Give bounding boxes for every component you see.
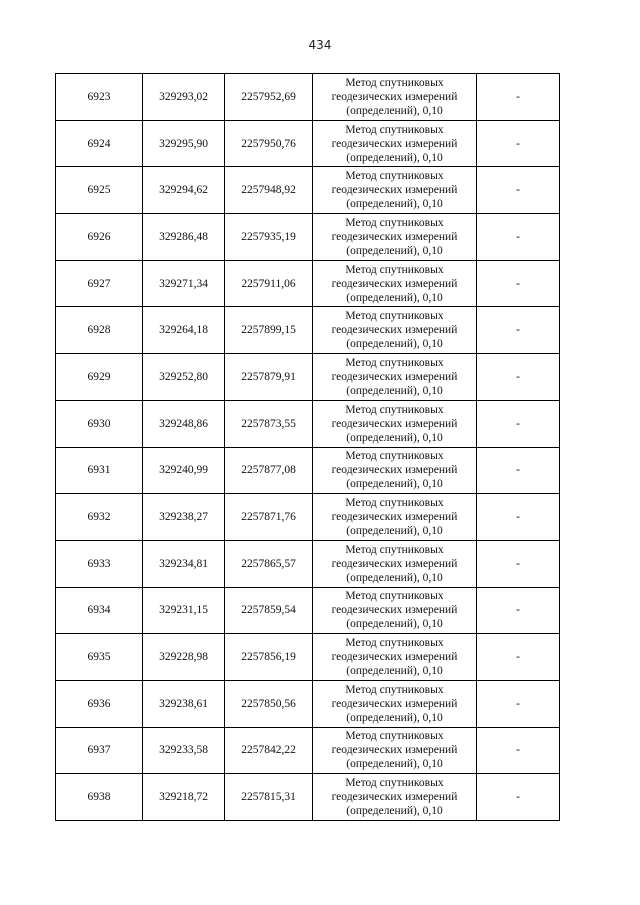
description-cell: -	[477, 494, 560, 541]
table-row	[56, 167, 560, 214]
method-line: (определений), 0,10	[346, 618, 443, 631]
method-line: геодезических измерений	[331, 697, 458, 710]
method-line: Метод спутниковых	[345, 683, 444, 696]
x-coordinate-cell: 329286,48	[143, 214, 225, 261]
description-cell: -	[477, 120, 560, 167]
point-number-cell: 6937	[56, 727, 143, 774]
table-row	[56, 74, 560, 121]
method-line: (определений), 0,10	[346, 525, 443, 538]
point-number-cell: 6925	[56, 167, 143, 214]
x-coordinate-cell: 329294,62	[143, 167, 225, 214]
y-coordinate-cell: 2257879,91	[225, 354, 313, 401]
x-coordinate-cell: 329238,27	[143, 494, 225, 541]
x-coordinate-cell: 329231,15	[143, 587, 225, 634]
method-line: геодезических измерений	[331, 90, 458, 103]
table-row	[56, 400, 560, 447]
method-cell	[313, 307, 477, 354]
method-line: Метод спутниковых	[345, 123, 444, 136]
table-row	[56, 354, 560, 401]
table-row	[56, 634, 560, 681]
y-coordinate-cell: 2257950,76	[225, 120, 313, 167]
method-line: (определений), 0,10	[346, 431, 443, 444]
description-cell: -	[477, 447, 560, 494]
method-line: Метод спутниковых	[345, 497, 444, 510]
x-coordinate-cell: 329252,80	[143, 354, 225, 401]
method-cell	[313, 494, 477, 541]
method-line: (определений), 0,10	[346, 665, 443, 678]
method-cell	[313, 680, 477, 727]
method-line: геодезических измерений	[331, 511, 458, 524]
y-coordinate-cell: 2257952,69	[225, 74, 313, 121]
method-line: геодезических измерений	[331, 651, 458, 664]
method-line: геодезических измерений	[331, 557, 458, 570]
method-line: Метод спутниковых	[345, 216, 444, 229]
x-coordinate-cell: 329295,90	[143, 120, 225, 167]
table-row	[56, 727, 560, 774]
method-cell	[313, 774, 477, 821]
description-cell: -	[477, 74, 560, 121]
method-cell	[313, 214, 477, 261]
point-number-cell: 6928	[56, 307, 143, 354]
coordinates-table-body	[56, 74, 560, 821]
method-cell	[313, 400, 477, 447]
description-cell: -	[477, 680, 560, 727]
method-line: (определений), 0,10	[346, 338, 443, 351]
method-line: Метод спутниковых	[345, 543, 444, 556]
x-coordinate-cell: 329248,86	[143, 400, 225, 447]
y-coordinate-cell: 2257850,56	[225, 680, 313, 727]
table-row	[56, 260, 560, 307]
description-cell: -	[477, 214, 560, 261]
method-cell	[313, 447, 477, 494]
method-line: (определений), 0,10	[346, 758, 443, 771]
point-number-cell: 6931	[56, 447, 143, 494]
method-line: (определений), 0,10	[346, 151, 443, 164]
method-line: (определений), 0,10	[346, 291, 443, 304]
point-number-cell: 6927	[56, 260, 143, 307]
method-cell	[313, 260, 477, 307]
point-number-cell: 6932	[56, 494, 143, 541]
point-number-cell: 6935	[56, 634, 143, 681]
method-line: (определений), 0,10	[346, 805, 443, 818]
method-line: геодезических измерений	[331, 277, 458, 290]
method-cell	[313, 634, 477, 681]
description-cell: -	[477, 727, 560, 774]
method-line: Метод спутниковых	[345, 730, 444, 743]
method-line: геодезических измерений	[331, 464, 458, 477]
method-line: (определений), 0,10	[346, 571, 443, 584]
method-cell	[313, 120, 477, 167]
description-cell: -	[477, 587, 560, 634]
y-coordinate-cell: 2257815,31	[225, 774, 313, 821]
y-coordinate-cell: 2257871,76	[225, 494, 313, 541]
x-coordinate-cell: 329240,99	[143, 447, 225, 494]
description-cell: -	[477, 307, 560, 354]
method-line: геодезических измерений	[331, 137, 458, 150]
method-line: (определений), 0,10	[346, 244, 443, 257]
description-cell: -	[477, 260, 560, 307]
x-coordinate-cell: 329271,34	[143, 260, 225, 307]
method-line: Метод спутниковых	[345, 637, 444, 650]
x-coordinate-cell: 329264,18	[143, 307, 225, 354]
description-cell: -	[477, 540, 560, 587]
y-coordinate-cell: 2257842,22	[225, 727, 313, 774]
x-coordinate-cell: 329228,98	[143, 634, 225, 681]
table-row	[56, 307, 560, 354]
method-line: геодезических измерений	[331, 230, 458, 243]
x-coordinate-cell: 329293,02	[143, 74, 225, 121]
y-coordinate-cell: 2257935,19	[225, 214, 313, 261]
y-coordinate-cell: 2257877,08	[225, 447, 313, 494]
method-cell	[313, 74, 477, 121]
method-cell	[313, 587, 477, 634]
y-coordinate-cell: 2257911,06	[225, 260, 313, 307]
point-number-cell: 6923	[56, 74, 143, 121]
method-line: Метод спутниковых	[345, 263, 444, 276]
method-line: Метод спутниковых	[345, 310, 444, 323]
method-line: Метод спутниковых	[345, 590, 444, 603]
method-line: геодезических измерений	[331, 791, 458, 804]
page-number: 434	[308, 38, 332, 52]
y-coordinate-cell: 2257873,55	[225, 400, 313, 447]
x-coordinate-cell: 329233,58	[143, 727, 225, 774]
point-number-cell: 6926	[56, 214, 143, 261]
method-line: геодезических измерений	[331, 417, 458, 430]
method-line: Метод спутниковых	[345, 777, 444, 790]
table-row	[56, 540, 560, 587]
y-coordinate-cell: 2257856,19	[225, 634, 313, 681]
description-cell: -	[477, 400, 560, 447]
point-number-cell: 6929	[56, 354, 143, 401]
method-line: Метод спутниковых	[345, 450, 444, 463]
method-cell	[313, 727, 477, 774]
method-line: Метод спутниковых	[345, 403, 444, 416]
method-line: (определений), 0,10	[346, 711, 443, 724]
point-number-cell: 6924	[56, 120, 143, 167]
coordinates-table	[55, 73, 560, 821]
x-coordinate-cell: 329218,72	[143, 774, 225, 821]
method-line: (определений), 0,10	[346, 198, 443, 211]
method-cell	[313, 540, 477, 587]
table-row	[56, 587, 560, 634]
x-coordinate-cell: 329234,81	[143, 540, 225, 587]
y-coordinate-cell: 2257948,92	[225, 167, 313, 214]
x-coordinate-cell: 329238,61	[143, 680, 225, 727]
table-row	[56, 447, 560, 494]
point-number-cell: 6934	[56, 587, 143, 634]
method-line: геодезических измерений	[331, 324, 458, 337]
method-cell	[313, 167, 477, 214]
method-line: геодезических измерений	[331, 370, 458, 383]
table-row	[56, 120, 560, 167]
y-coordinate-cell: 2257859,54	[225, 587, 313, 634]
point-number-cell: 6936	[56, 680, 143, 727]
method-cell	[313, 354, 477, 401]
point-number-cell: 6933	[56, 540, 143, 587]
point-number-cell: 6938	[56, 774, 143, 821]
method-line: геодезических измерений	[331, 184, 458, 197]
table-row	[56, 680, 560, 727]
description-cell: -	[477, 354, 560, 401]
point-number-cell: 6930	[56, 400, 143, 447]
table-row	[56, 774, 560, 821]
description-cell: -	[477, 634, 560, 681]
method-line: геодезических измерений	[331, 604, 458, 617]
method-line: Метод спутниковых	[345, 76, 444, 89]
method-line: Метод спутниковых	[345, 170, 444, 183]
description-cell: -	[477, 167, 560, 214]
method-line: геодезических измерений	[331, 744, 458, 757]
method-line: (определений), 0,10	[346, 478, 443, 491]
table-row	[56, 494, 560, 541]
method-line: (определений), 0,10	[346, 104, 443, 117]
y-coordinate-cell: 2257865,57	[225, 540, 313, 587]
method-line: Метод спутниковых	[345, 356, 444, 369]
table-row	[56, 214, 560, 261]
description-cell: -	[477, 774, 560, 821]
method-line: (определений), 0,10	[346, 384, 443, 397]
y-coordinate-cell: 2257899,15	[225, 307, 313, 354]
